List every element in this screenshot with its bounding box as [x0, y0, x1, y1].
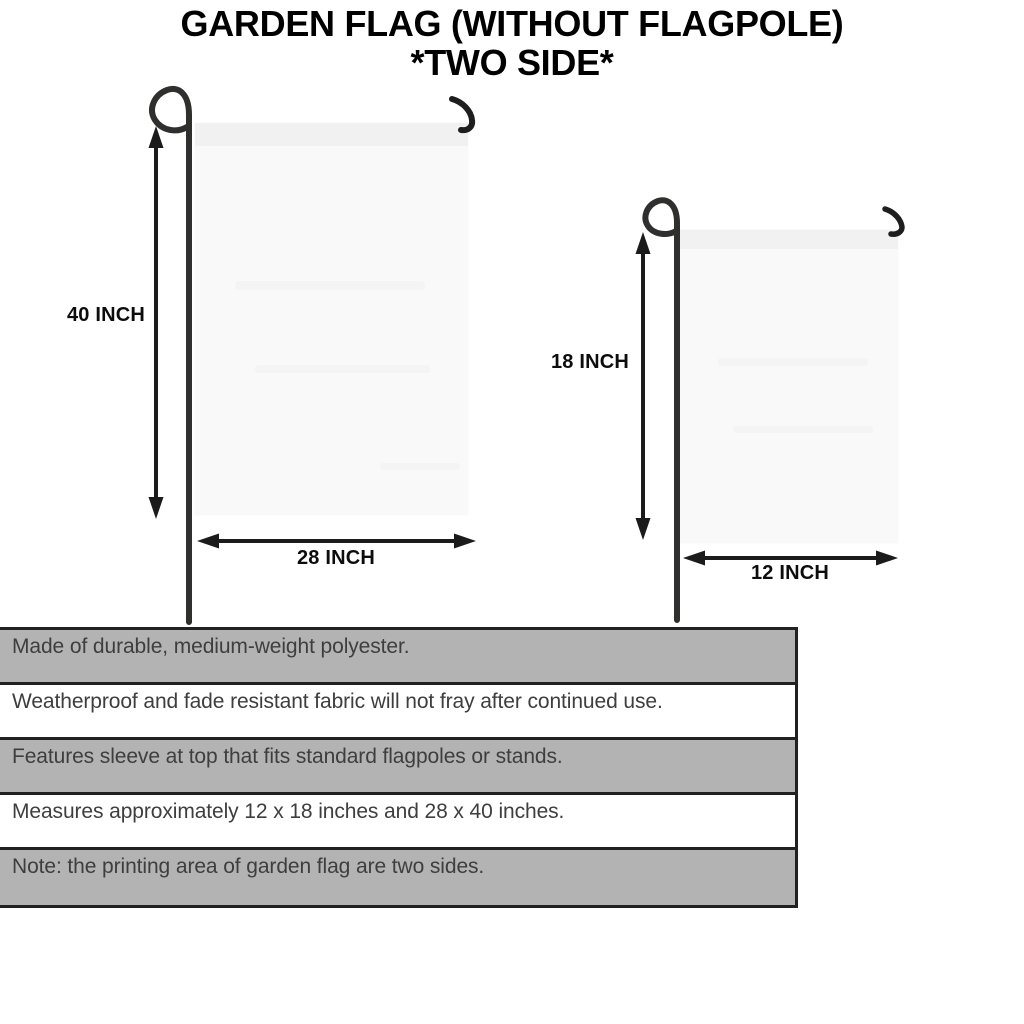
large-flag-height-label: 40 INCH	[66, 304, 146, 326]
title-line-1: GARDEN FLAG (WITHOUT FLAGPOLE)	[180, 3, 844, 44]
feature-row-note: Note: the printing area of garden flag are two sides.	[0, 850, 795, 905]
small-flag-height-label: 18 INCH	[550, 351, 630, 373]
large-flag-width-label: 28 INCH	[296, 547, 376, 569]
feature-row-material: Made of durable, medium-weight polyester.	[0, 630, 795, 685]
feature-row-sleeve: Features sleeve at top that fits standard flagpoles or stands.	[0, 740, 795, 795]
feature-table	[0, 627, 798, 908]
small-flag-hook-icon	[885, 209, 902, 234]
small-flagpole-icon	[645, 200, 677, 620]
feature-row-weatherproof: Weatherproof and fade resistant fabric will not fray after continued use.	[0, 685, 795, 740]
large-flag-hook-icon	[452, 99, 472, 130]
small-flag-height-arrow	[636, 232, 651, 540]
feature-row-measures: Measures approximately 12 x 18 inches and 28 x 40 inches.	[0, 795, 795, 850]
title-line-2: *TWO SIDE*	[410, 42, 614, 83]
small-flag-width-label: 12 INCH	[750, 562, 830, 584]
